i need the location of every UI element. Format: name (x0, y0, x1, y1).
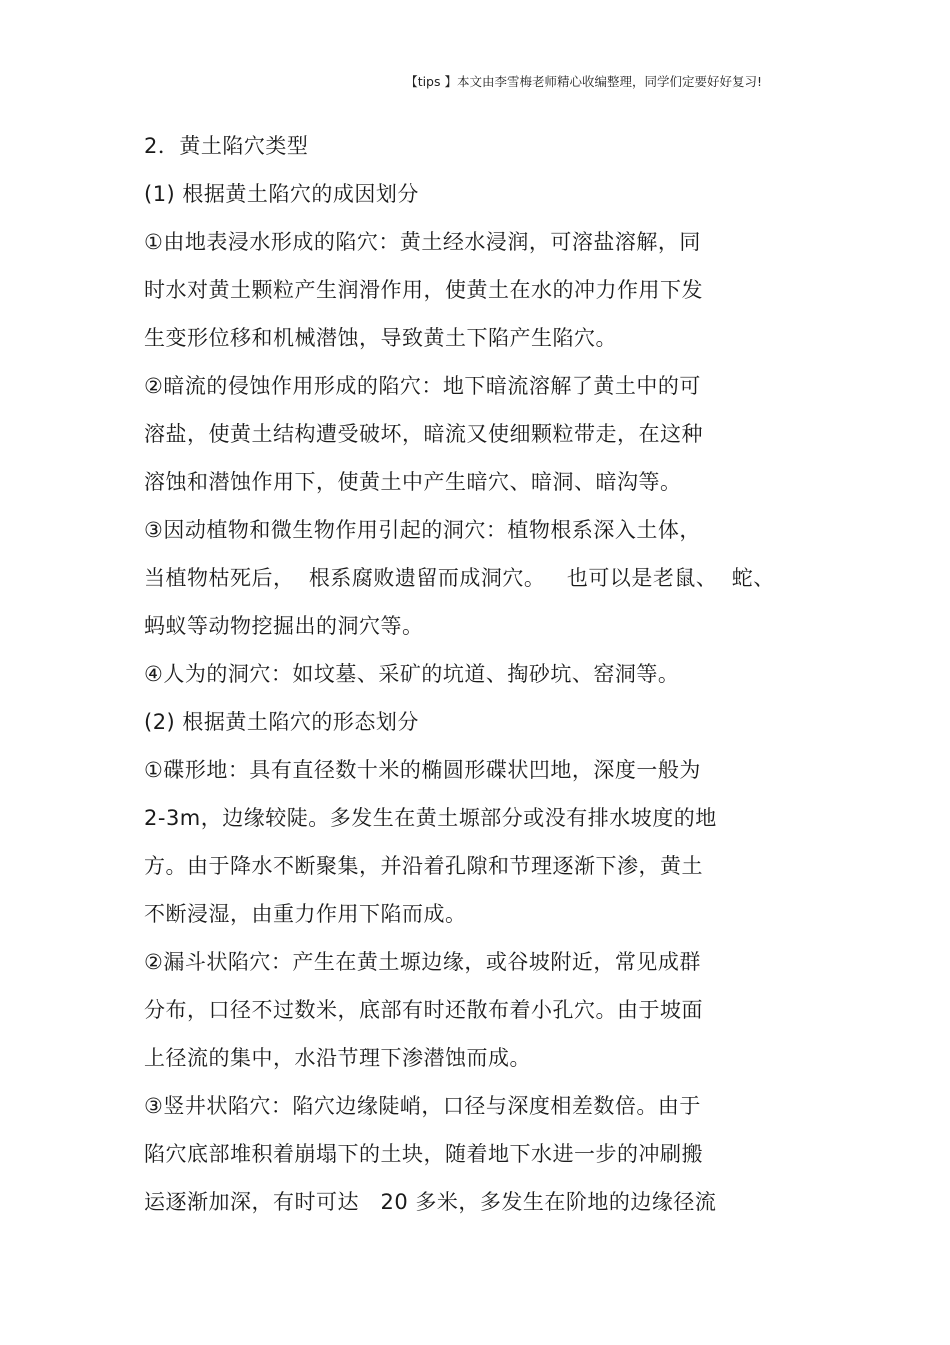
paragraph-line: ④人为的洞穴：如坟墓、采矿的坑道、掏砂坑、窑洞等。 (144, 662, 680, 686)
paragraph-line: 分布，口径不过数米，底部有时还散布着小孔穴。由于坡面 (144, 998, 703, 1022)
paragraph-line: 运逐渐加深，有时可达 20 多米，多发生在阶地的边缘径流 (144, 1190, 717, 1214)
paragraph-line: ③因动植物和微生物作用引起的洞穴：植物根系深入土体， (144, 518, 701, 542)
paragraph-line: 2-3m，边缘较陡。多发生在黄土塬部分或没有排水坡度的地 (144, 806, 717, 830)
document-body (144, 126, 824, 1230)
paragraph-line: ②暗流的侵蚀作用形成的陷穴：地下暗流溶解了黄土中的可 (144, 374, 701, 398)
paragraph-line: 溶盐，使黄土结构遭受破坏，暗流又使细颗粒带走，在这种 (144, 422, 703, 446)
section-heading: 2．黄土陷穴类型 (144, 134, 309, 158)
subsection-heading: (2) 根据黄土陷穴的形态划分 (144, 710, 419, 734)
header-note: 【tips 】本文由李雪梅老师精心收编整理，同学们定要好好复习! (405, 74, 762, 89)
paragraph-line: ①碟形地：具有直径数十米的椭圆形碟状凹地，深度一般为 (144, 758, 701, 782)
paragraph-line: 陷穴底部堆积着崩塌下的土块，随着地下水进一步的冲刷搬 (144, 1142, 703, 1166)
paragraph-line: ③竖井状陷穴：陷穴边缘陡峭，口径与深度相差数倍。由于 (144, 1094, 701, 1118)
subsection-heading: (1) 根据黄土陷穴的成因划分 (144, 182, 419, 206)
paragraph-line: ②漏斗状陷穴：产生在黄土塬边缘，或谷坡附近，常见成群 (144, 950, 701, 974)
paragraph-line: 时水对黄土颗粒产生润滑作用，使黄土在水的冲力作用下发 (144, 278, 703, 302)
paragraph-line: 蚂蚁等动物挖掘出的洞穴等。 (144, 614, 424, 638)
paragraph-line: ①由地表浸水形成的陷穴：黄土经水浸润，可溶盐溶解，同 (144, 230, 701, 254)
paragraph-line: 生变形位移和机械潜蚀，导致黄土下陷产生陷穴。 (144, 326, 617, 350)
paragraph-line: 当植物枯死后， 根系腐败遗留而成洞穴。 也可以是老鼠、 蛇、 (144, 566, 775, 590)
paragraph-line: 溶蚀和潜蚀作用下，使黄土中产生暗穴、暗洞、暗沟等。 (144, 470, 682, 494)
paragraph-line: 上径流的集中，水沿节理下渗潜蚀而成。 (144, 1046, 531, 1070)
paragraph-line: 方。由于降水不断聚集，并沿着孔隙和节理逐渐下渗，黄土 (144, 854, 703, 878)
paragraph-line: 不断浸湿，由重力作用下陷而成。 (144, 902, 467, 926)
